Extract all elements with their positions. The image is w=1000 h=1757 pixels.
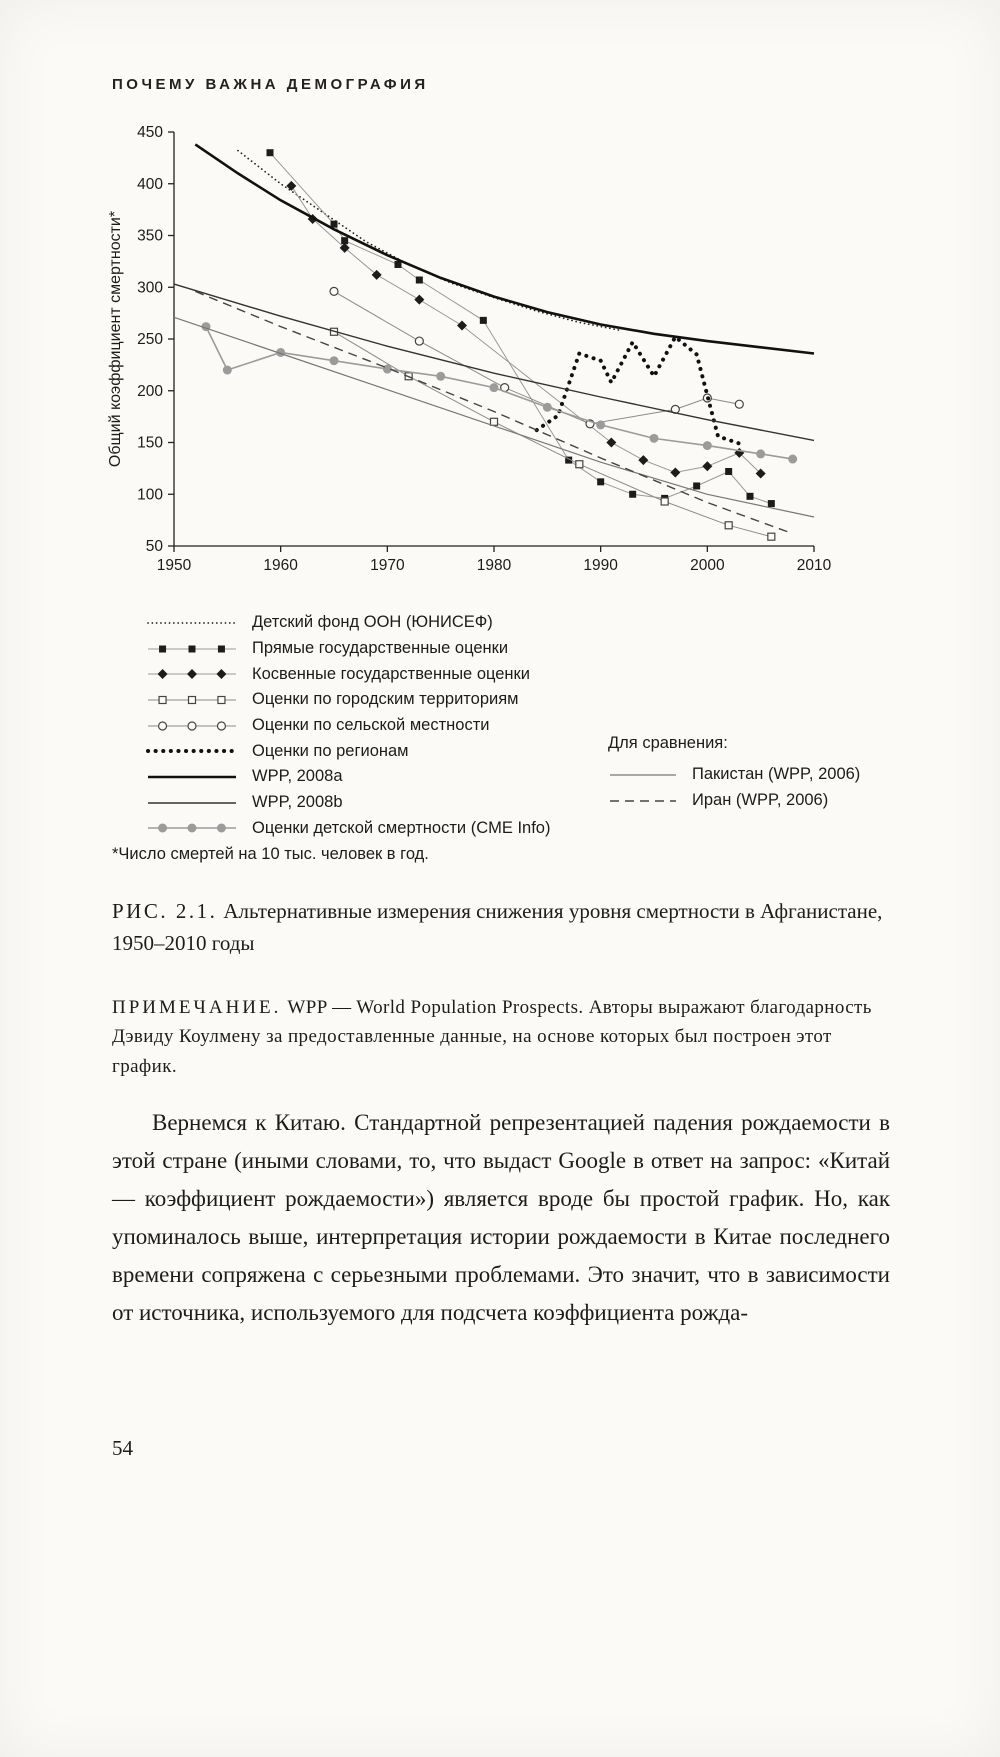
legend-item (146, 610, 926, 636)
legend-label: Оценки по городским территориям (252, 690, 519, 709)
y-axis-label: Общий коэффициент смертности* (107, 210, 124, 468)
chart-series-9 (174, 317, 814, 517)
x-axis (157, 546, 832, 574)
legend-label: Косвенные государственные оценки (252, 664, 530, 683)
legend-label: Детский фонд ООН (ЮНИСЕФ) (252, 613, 493, 632)
legend-item (146, 636, 926, 662)
legend-sample (146, 641, 238, 657)
figure-caption (112, 896, 884, 959)
legend-item (146, 687, 926, 713)
legend-sample (146, 692, 238, 708)
svg-text:300: 300 (137, 279, 163, 297)
caption-label: РИС. 2.1. (112, 899, 218, 923)
svg-text:50: 50 (145, 538, 163, 555)
svg-text:1980: 1980 (476, 557, 512, 574)
legend-label: WPP, 2008a (252, 767, 343, 786)
legend-sample (146, 743, 238, 759)
body-paragraph: Вернемся к Китаю. Стандартной репрезентацией падения рождаемости в этой стране (иными словами, то, что выдаст Google в ответ на запрос: «Китай — коэффициент рождаемости») является вроде бы простой график. Но, как упоминалось выше, интерпретация истории рождаемости в Китае последнего времени сопряжена с серьезными проблемами. Это значит, что в зависимости от источника, используемого для подсчета коэффициента рожда- (112, 1110, 890, 1325)
legend-sample (146, 795, 238, 811)
svg-text:150: 150 (137, 434, 163, 452)
chart-series-0 (238, 151, 622, 331)
legend-label: Прямые государственные оценки (252, 639, 509, 658)
svg-text:200: 200 (137, 382, 163, 400)
note-label: ПРИМЕЧАНИЕ. (112, 997, 282, 1018)
figure-note (112, 993, 890, 1081)
svg-text:2000: 2000 (690, 557, 725, 574)
chart-series-8 (202, 322, 798, 463)
chart-footnote: *Число смертей на 10 тыс. человек в год. (112, 845, 429, 863)
svg-text:250: 250 (137, 331, 163, 348)
chart-axes (137, 124, 831, 574)
svg-text:1970: 1970 (370, 557, 405, 574)
y-axis (137, 124, 174, 555)
svg-text:1960: 1960 (263, 557, 298, 574)
legend-sample (146, 615, 238, 631)
chart-series-6 (195, 144, 814, 353)
chart-legend-area (146, 610, 926, 850)
comparison-legend (608, 734, 908, 813)
note-text: WPP — World Population Prospects. Авторы выражают благодарность Дэвиду Коулмену за предоставленные данные, на основе которых был построен этот график. (112, 997, 872, 1077)
chart-series-7 (174, 284, 814, 440)
legend-sample (146, 769, 238, 785)
legend-item (146, 661, 926, 687)
legend-label: Иран (WPP, 2006) (692, 791, 829, 810)
svg-text:100: 100 (137, 486, 163, 504)
legend-label: Оценки по регионам (252, 741, 409, 760)
svg-text:1950: 1950 (156, 557, 192, 574)
mortality-chart (96, 118, 876, 583)
legend-sample (146, 718, 238, 734)
svg-text:450: 450 (137, 124, 163, 141)
caption-text: Альтернативные измерения снижения уровня смертности в Афганистане, 1950–2010 годы (112, 899, 883, 955)
svg-text:1990: 1990 (583, 557, 618, 574)
chart-series-1 (267, 149, 775, 507)
legend-sample (608, 793, 678, 809)
page-number: 54 (112, 1436, 133, 1460)
legend-label: Пакистан (WPP, 2006) (692, 765, 861, 784)
comparison-header: Для сравнения: (608, 734, 728, 752)
legend-sample (146, 666, 238, 682)
svg-text:400: 400 (137, 175, 163, 193)
running-header: ПОЧЕМУ ВАЖНА ДЕМОГРАФИЯ (112, 76, 429, 93)
comparison-legend-items (608, 762, 908, 813)
chart-series-10 (195, 291, 792, 533)
legend-label: WPP, 2008b (252, 793, 343, 812)
legend-sample (608, 767, 678, 783)
legend-label: Оценки по сельской местности (252, 716, 490, 735)
legend-item (608, 788, 908, 814)
svg-text:350: 350 (137, 227, 163, 245)
legend-item (608, 762, 908, 788)
legend-label: Оценки детской смертности (CME Info) (252, 818, 551, 837)
svg-text:2010: 2010 (796, 557, 832, 574)
legend-item (146, 816, 926, 842)
chart-series-2 (286, 181, 765, 479)
legend-sample (146, 820, 238, 836)
